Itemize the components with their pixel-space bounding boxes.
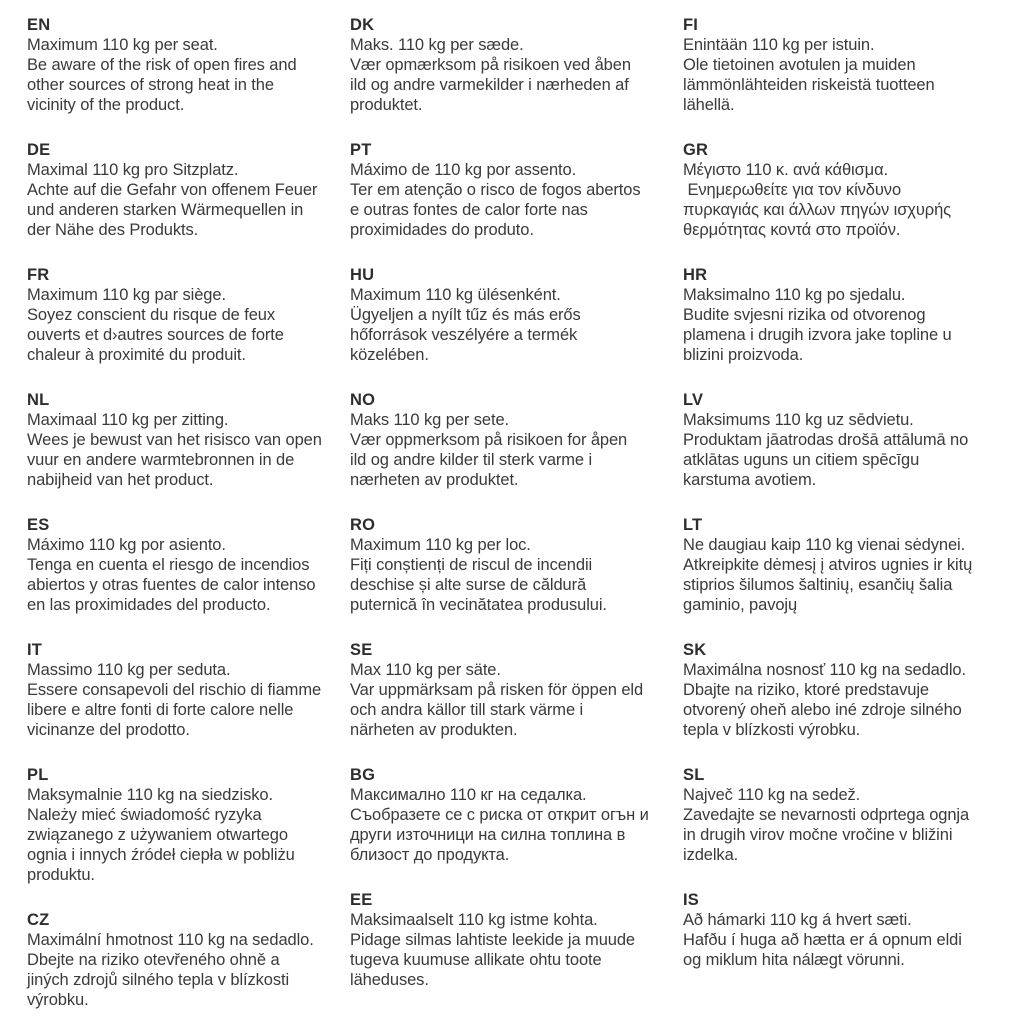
instruction-line: ognia i innych źródeł ciepła w pobliżu	[27, 846, 295, 864]
language-block	[350, 890, 683, 990]
language-block	[27, 765, 350, 885]
language-code: CZ	[27, 911, 50, 929]
language-block	[27, 15, 350, 115]
instruction-line: en las proximidades del producto.	[27, 596, 271, 614]
instruction-line: vicinanze del prodotto.	[27, 721, 190, 739]
instruction-line: θερμότητας κοντά στο προϊόν.	[683, 221, 901, 239]
instruction-line: Maximaal 110 kg per zitting.	[27, 411, 229, 429]
instruction-line: Maksimalno 110 kg po sjedalu.	[683, 286, 906, 304]
instruction-line: der Nähe des Produkts.	[27, 221, 199, 239]
language-block	[350, 765, 683, 865]
instruction-line: gaminio, pavojų	[683, 596, 798, 614]
language-code: EE	[350, 891, 373, 909]
language-block	[683, 390, 1013, 490]
language-block	[683, 140, 1013, 240]
instruction-line: Að hámarki 110 kg á hvert sæti.	[683, 911, 912, 929]
language-code: FI	[683, 16, 699, 34]
instruction-line: výrobku.	[27, 991, 89, 1009]
language-code: SK	[683, 641, 707, 659]
language-code: NO	[350, 391, 376, 409]
language-code: SE	[350, 641, 373, 659]
instruction-line: nabijheid van het product.	[27, 471, 214, 489]
language-code: BG	[350, 766, 376, 784]
instruction-line: Maksymalnie 110 kg na siedzisko.	[27, 786, 273, 804]
instruction-line: други източници на силна топлина в	[350, 826, 626, 844]
instruction-line: Pidage silmas lahtiste leekide ja muude	[350, 931, 636, 949]
instruction-line: hőforrások veszélyére a termék	[350, 326, 578, 344]
instruction-line: Ole tietoinen avotulen ja muiden	[683, 56, 916, 74]
instruction-line: in drugih virov močne vročine v bližini	[683, 826, 953, 844]
language-block	[350, 390, 683, 490]
instruction-line: Μέγιστο 110 κ. ανά κάθισμα.	[683, 161, 889, 179]
instruction-line: Soyez conscient du risque de feux	[27, 306, 276, 324]
instruction-line: other sources of strong heat in the	[27, 76, 274, 94]
instruction-line: Vær oppmerksom på risikoen for åpen	[350, 431, 628, 449]
language-block	[350, 15, 683, 115]
language-block	[350, 265, 683, 365]
instruction-line: und anderen starken Wärmequellen in	[27, 201, 304, 219]
language-code: HU	[350, 266, 375, 284]
instruction-line: og miklum hita nálægt vörunni.	[683, 951, 905, 969]
language-block	[683, 265, 1013, 365]
instruction-line: tepla v blízkosti výrobku.	[683, 721, 861, 739]
instruction-line: izdelka.	[683, 846, 739, 864]
instruction-line: nærheten av produktet.	[350, 471, 519, 489]
column-right	[683, 15, 1013, 995]
instruction-line: stiprios šilumos šaltinių, esančių šalia	[683, 576, 953, 594]
instruction-line: produktu.	[27, 866, 95, 884]
instruction-line: Var uppmärksam på risken för öppen eld	[350, 681, 644, 699]
instruction-line: близост до продукта.	[350, 846, 510, 864]
instruction-line: Maximální hmotnost 110 kg na sedadlo.	[27, 931, 314, 949]
instruction-line: Enintään 110 kg per istuin.	[683, 36, 875, 54]
instruction-line: karstuma avotiem.	[683, 471, 817, 489]
instruction-line: Hafðu í huga að hætta er á opnum eldi	[683, 931, 962, 949]
language-code: SL	[683, 766, 705, 784]
language-block	[350, 640, 683, 740]
language-code: PT	[350, 141, 372, 159]
instruction-line: Ügyeljen a nyílt tűz és más erős	[350, 306, 581, 324]
instruction-line: Atkreipkite dėmesį į atviros ugnies ir kitų	[683, 556, 973, 574]
instruction-line: Ne daugiau kaip 110 kg vienai sėdynei.	[683, 536, 966, 554]
instruction-line: lähellä.	[683, 96, 735, 114]
instruction-line: puternică în vecinătatea produsului.	[350, 596, 607, 614]
instruction-line: πυρκαγιάς και άλλων πηγών ισχυρής	[683, 201, 951, 219]
instruction-line: Maks 110 kg per sete.	[350, 411, 510, 429]
instruction-line: atklātas uguns un citiem spēcīgu	[683, 451, 920, 469]
instruction-line: Dbejte na riziko otevřeného ohně a	[27, 951, 280, 969]
instruction-line: libere e altre fonti di forte calore nelle	[27, 701, 294, 719]
language-block	[683, 890, 1013, 970]
instruction-line: Maximal 110 kg pro Sitzplatz.	[27, 161, 239, 179]
instruction-line: ouverts et d›autres sources de forte	[27, 326, 284, 344]
columns-container	[27, 15, 1024, 1024]
language-code: PL	[27, 766, 49, 784]
column-middle	[350, 15, 683, 1015]
instruction-line: Tenga en cuenta el riesgo de incendios	[27, 556, 310, 574]
instruction-line: lämmönlähteiden riskeistä tuotteen	[683, 76, 935, 94]
language-block	[27, 390, 350, 490]
instruction-line: Maximum 110 kg per loc.	[350, 536, 531, 554]
language-block	[350, 140, 683, 240]
instruction-line: Wees je bewust van het risisco van open	[27, 431, 322, 449]
instruction-line: közelében.	[350, 346, 429, 364]
instruction-line: tugeva kuumuse allikate ohtu toote	[350, 951, 602, 969]
instruction-line: Maximum 110 kg par siège.	[27, 286, 226, 304]
instruction-line: Maximum 110 kg ülésenként.	[350, 286, 561, 304]
instruction-line: otvorený oheň alebo iné zdroje silného	[683, 701, 962, 719]
instruction-line: Maksimums 110 kg uz sēdvietu.	[683, 411, 914, 429]
instruction-line: Maksimaalselt 110 kg istme kohta.	[350, 911, 598, 929]
instruction-line: proximidades do produto.	[350, 221, 534, 239]
instruction-line: Ενημερωθείτε για τον κίνδυνο	[683, 181, 902, 199]
language-block	[683, 15, 1013, 115]
language-code: LV	[683, 391, 704, 409]
instruction-line: Essere consapevoli del rischio di fiamme	[27, 681, 322, 699]
instruction-line: ild og andre kilder til sterk varme i	[350, 451, 593, 469]
instruction-line: Max 110 kg per säte.	[350, 661, 501, 679]
instruction-line: Ter em atenção o risco de fogos abertos	[350, 181, 641, 199]
instruction-line: Máximo de 110 kg por assento.	[350, 161, 577, 179]
instruction-line: plamena i drugih izvora jake topline u	[683, 326, 952, 344]
instruction-line: Максимално 110 кг на седалка.	[350, 786, 587, 804]
language-code: DK	[350, 16, 375, 34]
instruction-line: läheduses.	[350, 971, 429, 989]
language-code: RO	[350, 516, 376, 534]
instruction-line: blizini proizvoda.	[683, 346, 804, 364]
language-code: IS	[683, 891, 699, 909]
instruction-line: chaleur à proximité du produit.	[27, 346, 246, 364]
language-block	[27, 640, 350, 740]
instruction-line: Achte auf die Gefahr von offenem Feuer	[27, 181, 318, 199]
instruction-line: jiných zdrojů silného tepla v blízkosti	[27, 971, 290, 989]
instruction-line: Maks. 110 kg per sæde.	[350, 36, 524, 54]
column-left	[27, 15, 350, 1024]
language-block	[683, 765, 1013, 865]
instruction-line: produktet.	[350, 96, 423, 114]
instruction-line: vicinity of the product.	[27, 96, 185, 114]
language-code: DE	[27, 141, 51, 159]
language-code: LT	[683, 516, 703, 534]
instruction-line: Vær opmærksom på risikoen ved åben	[350, 56, 631, 74]
language-block	[683, 515, 1013, 615]
language-block	[350, 515, 683, 615]
instruction-line: Fiți conștienți de riscul de incendii	[350, 556, 593, 574]
language-code: FR	[27, 266, 50, 284]
instruction-line: Produktam jāatrodas drošā attālumā no	[683, 431, 969, 449]
language-code: HR	[683, 266, 708, 284]
language-block	[27, 265, 350, 365]
language-code: ES	[27, 516, 50, 534]
language-code: GR	[683, 141, 709, 159]
instruction-line: vuur en andere warmtebronnen in de	[27, 451, 295, 469]
language-block	[27, 515, 350, 615]
language-code: NL	[27, 391, 50, 409]
instruction-line: abiertos y otras fuentes de calor intenso	[27, 576, 316, 594]
instruction-line: e outras fontes de calor forte nas	[350, 201, 588, 219]
instruction-line: Massimo 110 kg per seduta.	[27, 661, 231, 679]
instruction-line: ild og andre varmekilder i nærheden af	[350, 76, 629, 94]
instruction-line: Zavedajte se nevarnosti odprtega ognja	[683, 806, 970, 824]
language-block	[27, 910, 350, 1010]
language-block	[27, 140, 350, 240]
language-block	[683, 640, 1013, 740]
instruction-line: Maximum 110 kg per seat.	[27, 36, 218, 54]
instruction-line: Največ 110 kg na sedež.	[683, 786, 861, 804]
instruction-line: deschise și alte surse de căldură	[350, 576, 587, 594]
instruction-line: Należy mieć świadomość ryzyka	[27, 806, 262, 824]
instruction-line: Dbajte na riziko, ktoré predstavuje	[683, 681, 929, 699]
instruction-line: związanego z używaniem otwartego	[27, 826, 288, 844]
instruction-line: Budite svjesni rizika od otvorenog	[683, 306, 926, 324]
language-code: IT	[27, 641, 43, 659]
instruction-line: närheten av produkten.	[350, 721, 518, 739]
instruction-line: och andra källor till stark värme i	[350, 701, 584, 719]
instruction-line: Be aware of the risk of open fires and	[27, 56, 297, 74]
instruction-line: Съобразете се с риска от открит огън и	[350, 806, 649, 824]
instruction-line: Maximálna nosnosť 110 kg na sedadlo.	[683, 661, 966, 679]
instruction-line: Máximo 110 kg por asiento.	[27, 536, 226, 554]
language-code: EN	[27, 16, 51, 34]
